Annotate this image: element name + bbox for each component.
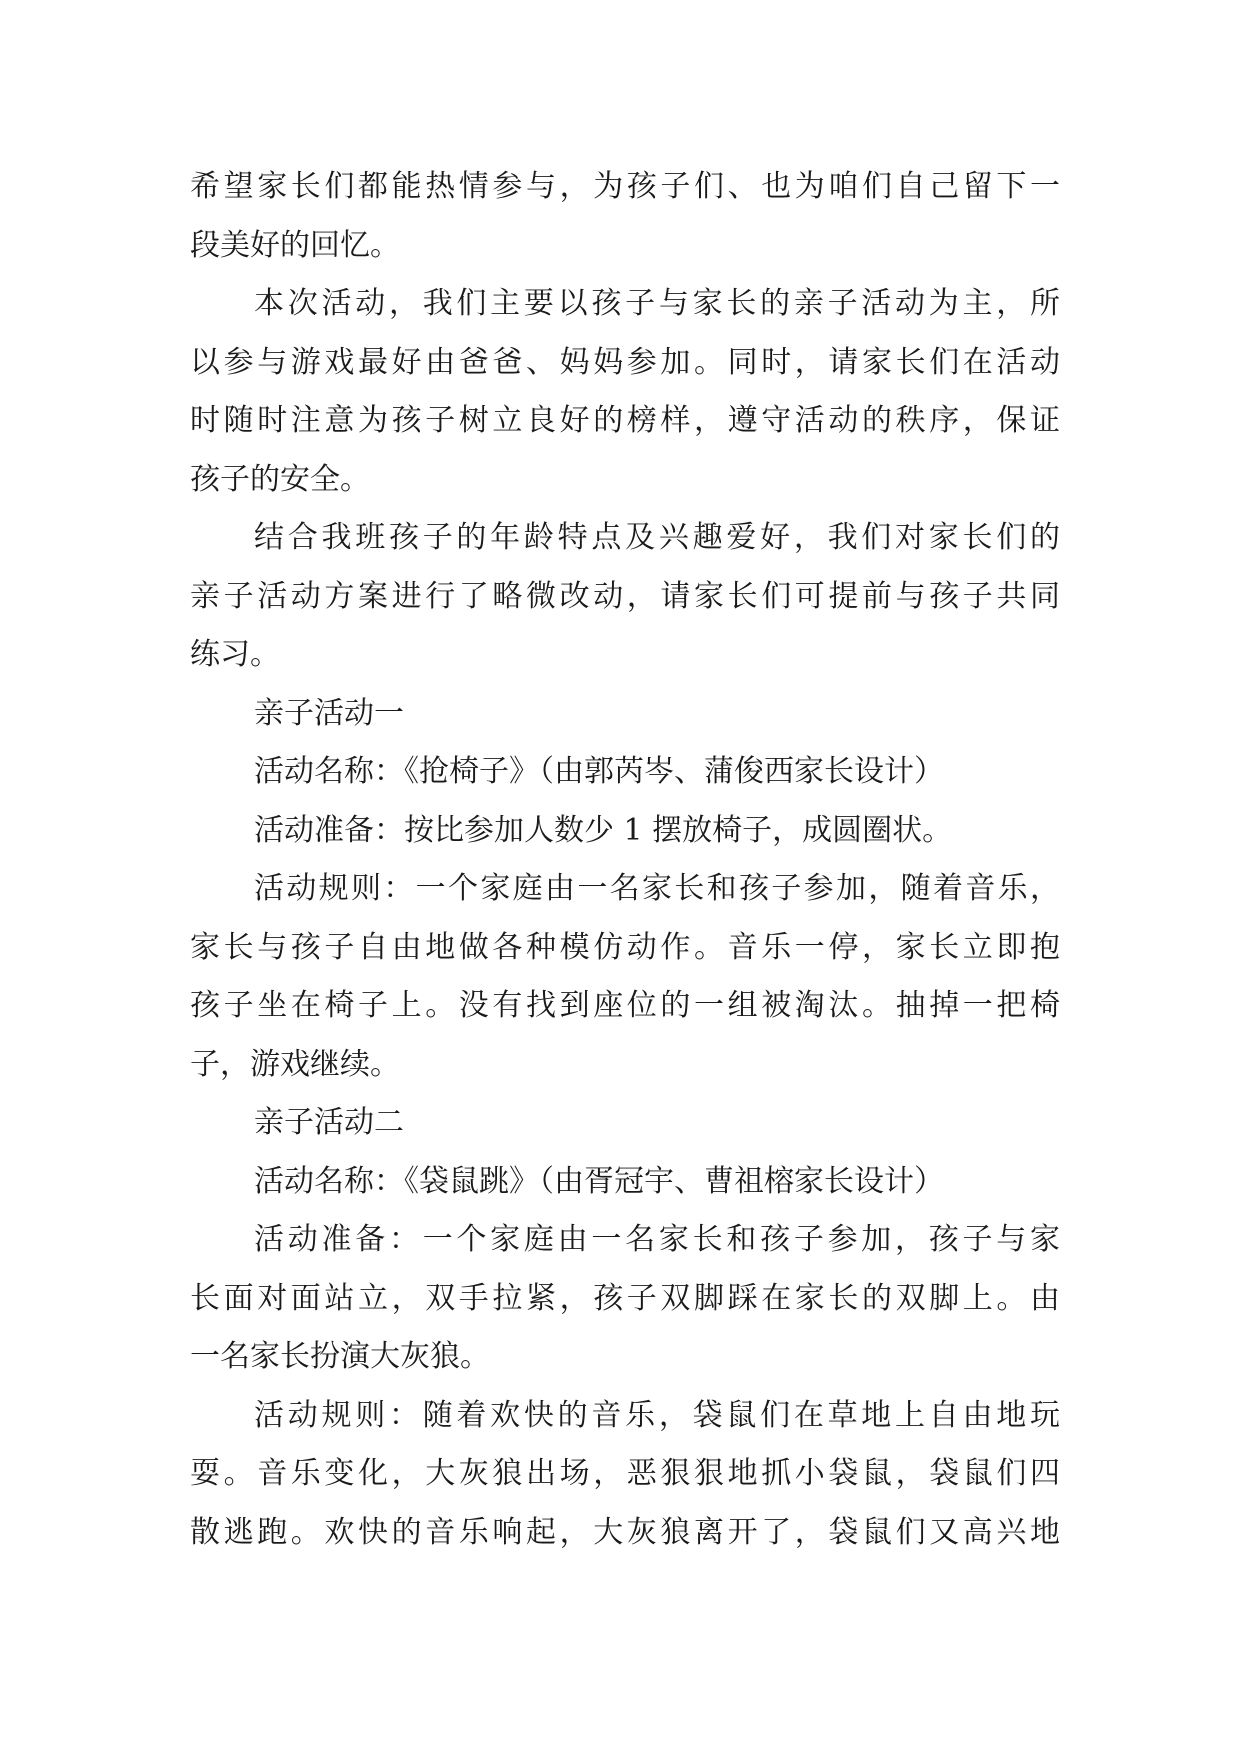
text-line: 孩子的安全。 <box>190 461 370 497</box>
document-body <box>190 158 1060 1562</box>
text-line: 孩子坐在椅子上。没有找到座位的一组被淘汰。抽掉一把椅 <box>190 988 1060 1023</box>
text-line: 结合我班孩子的年龄特点及兴趣爱好，我们对家长们的 <box>254 520 1060 555</box>
text-line: 段美好的回忆。 <box>190 227 400 263</box>
text-line: 活动准备：按比参加人数少 1 摆放椅子，成圆圈状。 <box>254 812 953 848</box>
text-line: 以参与游戏最好由爸爸、妈妈参加。同时，请家长们在活动 <box>190 344 1060 380</box>
text-line: 一名家长扮演大灰狼。 <box>190 1339 490 1374</box>
section-heading: 亲子活动二 <box>254 1105 404 1140</box>
text-line: 希望家长们都能热情参与，为孩子们、也为咱们自己留下一 <box>190 169 1060 204</box>
text-line: 活动名称：《抢椅子》（由郭芮岑、蒲俊西家长设计） <box>254 754 944 789</box>
text-line: 耍。音乐变化，大灰狼出场，恶狠狠地抓小袋鼠，袋鼠们四 <box>190 1456 1060 1491</box>
text-line: 子，游戏继续。 <box>190 1046 400 1082</box>
text-line: 活动规则：一个家庭由一名家长和孩子参加，随着音乐， <box>254 871 1060 906</box>
text-line: 时随时注意为孩子树立良好的榜样，遵守活动的秩序，保证 <box>190 403 1060 438</box>
text-line: 活动规则：随着欢快的音乐，袋鼠们在草地上自由地玩 <box>254 1397 1060 1433</box>
text-line: 活动名称：《袋鼠跳》（由胥冠宇、曹祖榕家长设计） <box>254 1163 944 1199</box>
text-line: 长面对面站立，双手拉紧，孩子双脚踩在家长的双脚上。由 <box>190 1280 1060 1316</box>
text-line: 本次活动，我们主要以孩子与家长的亲子活动为主，所 <box>254 286 1060 321</box>
text-line: 家长与孩子自由地做各种模仿动作。音乐一停，家长立即抱 <box>190 929 1060 965</box>
text-line: 活动准备：一个家庭由一名家长和孩子参加，孩子与家 <box>254 1222 1060 1257</box>
section-heading: 亲子活动一 <box>254 695 404 731</box>
text-line: 亲子活动方案进行了略微改动，请家长们可提前与孩子共同 <box>190 578 1060 614</box>
text-line: 练习。 <box>190 637 280 672</box>
text-line: 散逃跑。欢快的音乐响起，大灰狼离开了，袋鼠们又高兴地 <box>190 1514 1060 1550</box>
